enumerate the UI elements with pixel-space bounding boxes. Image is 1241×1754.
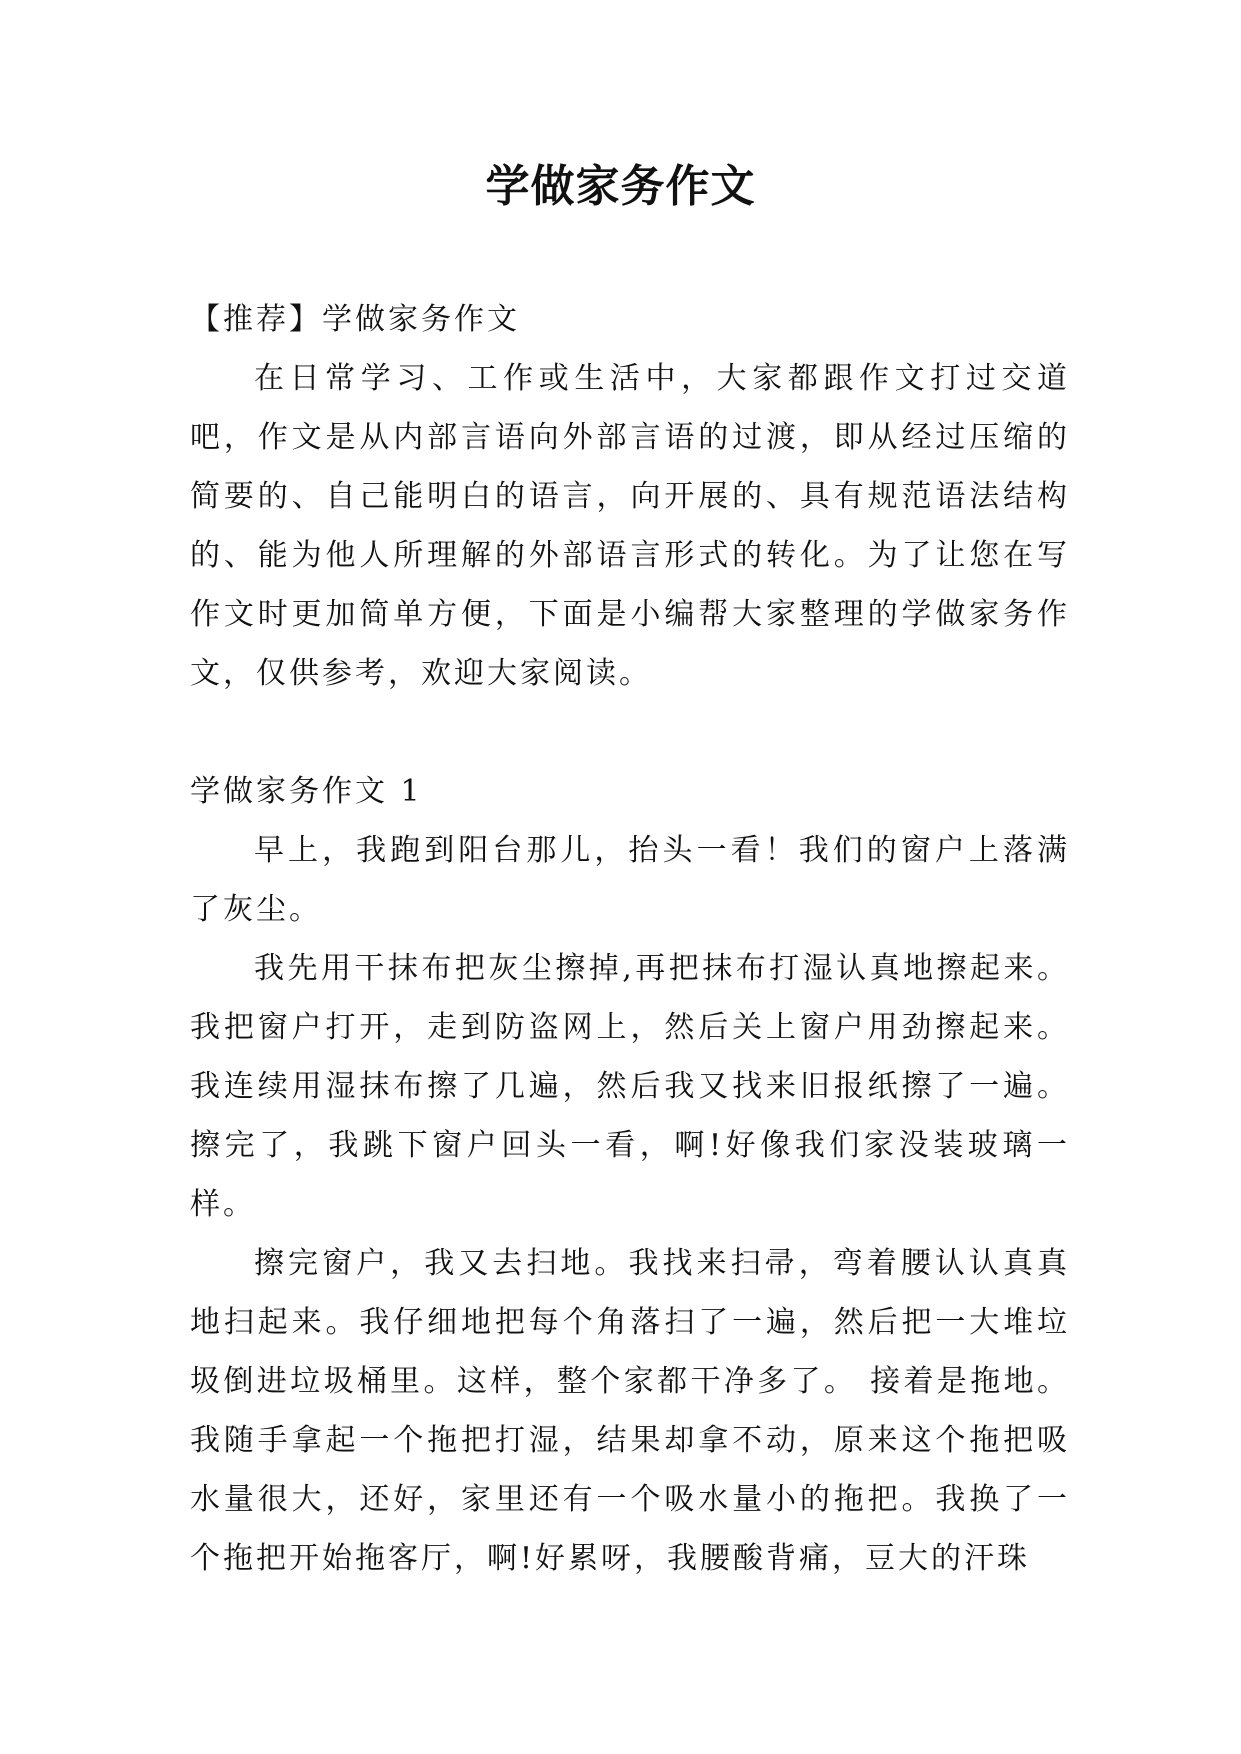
intro-paragraph: 在日常学习、工作或生活中，大家都跟作文打过交道吧，作文是从内部言语向外部言语的过渡，即从经过压缩的简要的、自己能明白的语言，向开展的、具有规范语法结构的、能为他人所理解的外部语言形式的转化。为了让您在写作文时更加简单方便，下面是小编帮大家整理的学做家务作文，仅供参考，欢迎大家阅读。: [190, 361, 1070, 691]
document-body: [190, 290, 1070, 1588]
document-title: 学做家务作文: [485, 161, 756, 212]
section-paragraph-3: 擦完窗户，我又去扫地。我找来扫帚，弯着腰认认真真地扫起来。我仔细地把每个角落扫了一遍，然后把一大堆垃圾倒进垃圾桶里。这样，整个家都干净多了。 接着是拖地。我随手拿起一个拖把打湿，结果却拿不动，原来这个拖把吸水量很大，还好，家里还有一个吸水量小的拖把。我换了一个拖把开始拖客厅，啊!好累呀，我腰酸背痛，豆大的汗珠: [190, 1246, 1070, 1576]
section-paragraph-1: 早上，我跑到阳台那儿，抬头一看！我们的窗户上落满了灰尘。: [190, 833, 1070, 927]
section-heading: 学做家务作文 1: [190, 774, 423, 809]
intro-heading: 【推荐】学做家务作文: [190, 302, 520, 337]
section-spacer: [190, 703, 1070, 762]
section-paragraph-2: 我先用干抹布把灰尘擦掉,再把抹布打湿认真地擦起来。我把窗户打开，走到防盗网上，然后关上窗户用劲擦起来。我连续用湿抹布擦了几遍，然后我又找来旧报纸擦了一遍。擦完了，我跳下窗户回头一看，啊!好像我们家没装玻璃一样。: [190, 951, 1070, 1222]
